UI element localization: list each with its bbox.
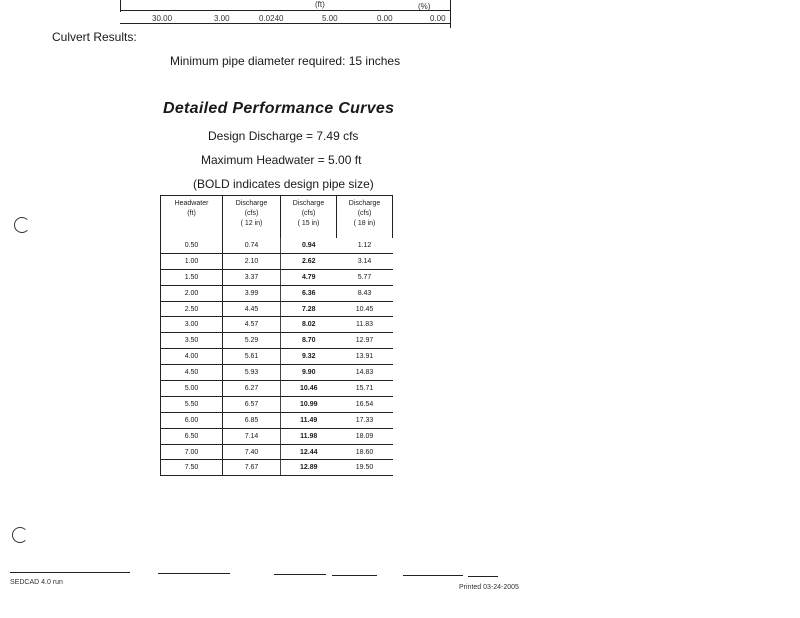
top-value: 0.00	[377, 14, 393, 23]
table-row	[161, 317, 393, 333]
discharge-cell: 5.29	[223, 333, 281, 349]
discharge-cell: 11.49	[281, 412, 337, 428]
top-value: 3.00	[214, 14, 230, 23]
table-row	[161, 381, 393, 397]
discharge-cell: 7.14	[223, 428, 281, 444]
table-body	[161, 238, 393, 476]
table-rule-bottom	[120, 23, 450, 24]
headwater-cell: 3.50	[161, 333, 223, 349]
discharge-cell: 6.36	[281, 285, 337, 301]
discharge-cell: 19.50	[337, 460, 393, 476]
discharge-cell: 10.46	[281, 381, 337, 397]
footer-rule	[10, 572, 130, 573]
bold-note: (BOLD indicates design pipe size)	[193, 177, 374, 191]
discharge-cell: 9.32	[281, 349, 337, 365]
top-value: 0.0240	[259, 14, 284, 23]
discharge-cell: 10.45	[337, 301, 393, 317]
discharge-cell: 11.98	[281, 428, 337, 444]
column-header: Headwater (ft)	[161, 196, 223, 239]
top-value: 0.00	[430, 14, 446, 23]
footer-rule	[158, 573, 230, 574]
footer-left: SEDCAD 4.0 run	[10, 579, 63, 586]
table-row	[161, 333, 393, 349]
discharge-cell: 18.09	[337, 428, 393, 444]
footer-right: Printed 03-24-2005	[459, 584, 519, 591]
table-row	[161, 396, 393, 412]
table-row	[161, 253, 393, 269]
headwater-cell: 1.00	[161, 253, 223, 269]
discharge-cell: 7.40	[223, 444, 281, 460]
table-row	[161, 412, 393, 428]
discharge-cell: 5.93	[223, 365, 281, 381]
min-pipe-text: Minimum pipe diameter required: 15 inches	[170, 54, 401, 68]
table-row	[161, 428, 393, 444]
discharge-cell: 4.45	[223, 301, 281, 317]
discharge-cell: 4.57	[223, 317, 281, 333]
footer-rule	[468, 576, 498, 577]
discharge-cell: 7.67	[223, 460, 281, 476]
discharge-cell: 5.61	[223, 349, 281, 365]
table-row	[161, 365, 393, 381]
table-row	[161, 301, 393, 317]
headwater-cell: 0.50	[161, 238, 223, 253]
discharge-cell: 17.33	[337, 412, 393, 428]
discharge-cell: 3.14	[337, 253, 393, 269]
headwater-cell: 2.00	[161, 285, 223, 301]
discharge-cell: 3.99	[223, 285, 281, 301]
headwater-cell: 5.50	[161, 396, 223, 412]
design-discharge: Design Discharge = 7.49 cfs	[208, 129, 359, 143]
footer-rule	[274, 574, 326, 575]
discharge-cell: 0.74	[223, 238, 281, 253]
top-value: 5.00	[322, 14, 338, 23]
discharge-cell: 0.94	[281, 238, 337, 253]
table-row	[161, 349, 393, 365]
headwater-cell: 6.50	[161, 428, 223, 444]
column-header: Discharge (cfs) ( 15 in)	[281, 196, 337, 239]
discharge-cell: 10.99	[281, 396, 337, 412]
table-row	[161, 444, 393, 460]
discharge-cell: 14.83	[337, 365, 393, 381]
discharge-cell: 12.89	[281, 460, 337, 476]
headwater-cell: 1.50	[161, 269, 223, 285]
discharge-cell: 12.44	[281, 444, 337, 460]
footer-rule	[332, 575, 377, 576]
discharge-cell: 1.12	[337, 238, 393, 253]
headwater-cell: 4.50	[161, 365, 223, 381]
discharge-cell: 8.02	[281, 317, 337, 333]
table-row	[161, 269, 393, 285]
headwater-cell: 4.00	[161, 349, 223, 365]
unit-percent: (%)	[418, 2, 431, 11]
headwater-cell: 3.00	[161, 317, 223, 333]
max-headwater: Maximum Headwater = 5.00 ft	[201, 153, 362, 167]
binder-hole-icon	[12, 527, 28, 543]
section-label: Culvert Results:	[52, 30, 137, 44]
binder-hole-icon	[14, 217, 30, 233]
performance-table	[160, 195, 393, 476]
discharge-cell: 9.90	[281, 365, 337, 381]
discharge-cell: 2.10	[223, 253, 281, 269]
discharge-cell: 18.60	[337, 444, 393, 460]
headwater-cell: 6.00	[161, 412, 223, 428]
discharge-cell: 3.37	[223, 269, 281, 285]
discharge-cell: 16.54	[337, 396, 393, 412]
column-header: Discharge (cfs) ( 18 in)	[337, 196, 393, 239]
discharge-cell: 2.62	[281, 253, 337, 269]
discharge-cell: 6.57	[223, 396, 281, 412]
table-row	[161, 238, 393, 253]
column-header: Discharge (cfs) ( 12 in)	[223, 196, 281, 239]
table-rule	[120, 10, 450, 11]
discharge-cell: 12.97	[337, 333, 393, 349]
top-value: 30.00	[152, 14, 173, 23]
headwater-cell: 7.00	[161, 444, 223, 460]
discharge-cell: 4.79	[281, 269, 337, 285]
discharge-cell: 15.71	[337, 381, 393, 397]
table-header-row	[161, 196, 393, 239]
footer-rule	[403, 575, 463, 576]
headwater-cell: 5.00	[161, 381, 223, 397]
discharge-cell: 13.91	[337, 349, 393, 365]
headwater-cell: 7.50	[161, 460, 223, 476]
table-row	[161, 285, 393, 301]
discharge-cell: 11.83	[337, 317, 393, 333]
discharge-cell: 8.70	[281, 333, 337, 349]
table-row	[161, 460, 393, 476]
discharge-cell: 6.27	[223, 381, 281, 397]
unit-ft: (ft)	[315, 0, 325, 9]
headwater-cell: 2.50	[161, 301, 223, 317]
discharge-cell: 5.77	[337, 269, 393, 285]
discharge-cell: 7.28	[281, 301, 337, 317]
discharge-cell: 6.85	[223, 412, 281, 428]
discharge-cell: 8.43	[337, 285, 393, 301]
table-edge-right	[450, 0, 451, 28]
curves-title: Detailed Performance Curves	[163, 100, 395, 117]
